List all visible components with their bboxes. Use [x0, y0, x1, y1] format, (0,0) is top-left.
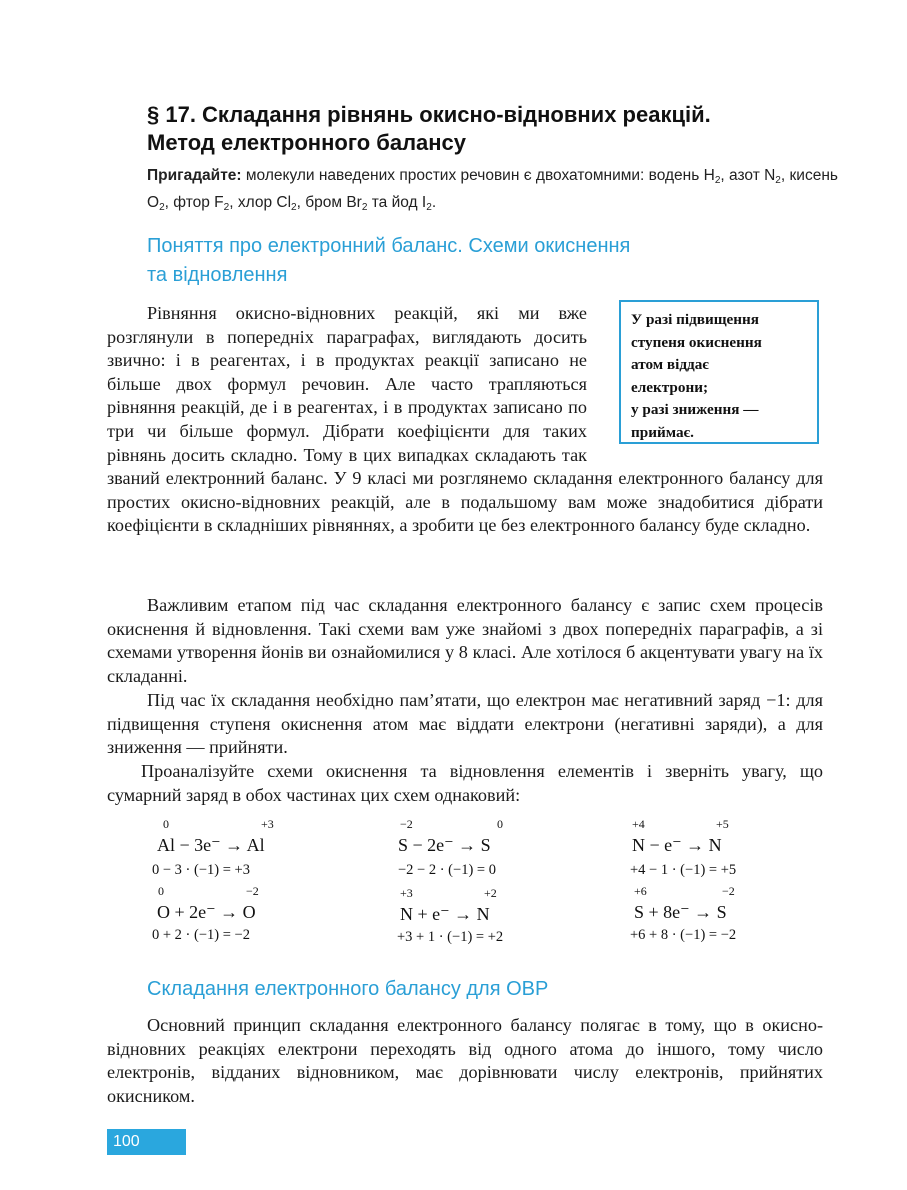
oxidation-state-right: +2 [484, 886, 497, 900]
scheme-calc: +6 + 8 · (−1) = −2 [630, 927, 737, 943]
scheme-calc: +3 + 1 · (−1) = +2 [397, 929, 504, 945]
page-title [147, 101, 847, 157]
section-heading-balance [147, 232, 787, 290]
scheme-o-red [157, 884, 259, 923]
scheme-equation: N + e⁻ → N [400, 904, 490, 924]
recall-text: молекули наведених простих речовин є двохатомними: водень H [241, 167, 715, 184]
section-heading-ovr: Складання електронного балансу для ОВР [147, 978, 549, 1000]
oxidation-state-left: +4 [632, 817, 645, 831]
paragraph-principle [107, 1014, 823, 1108]
recall-sub: 2 [223, 202, 230, 213]
paragraph-text: Важливим етапом під час складання електронного балансу є запис схем процесів окиснення й відновлення. Такі схеми вам уже знайомі з двох попередніх параграфів, а зі схемами утворення йонів ви ознайомилися у 8 класі. Але хотілося б акцентувати увагу на їх складанні. [107, 595, 823, 686]
info-box-line: приймає. [631, 423, 694, 441]
recall-label: Пригадайте: [147, 167, 242, 184]
recall-sub: 2 [775, 175, 781, 186]
paragraph-text: Основний принцип складання електронного балансу полягає в тому, що в окисно-відновних реакціях електрони переходять від одного атома до іншого, тому число електронів, відданих відновником, має дорівнювати числу електронів, прийнятих окисником. [107, 1015, 823, 1106]
scheme-n-red [400, 886, 497, 925]
scheme-calc: +4 − 1 · (−1) = +5 [630, 862, 737, 878]
recall-text: , хлор Cl [229, 194, 292, 211]
info-box-line: У разі підвищення [631, 311, 759, 328]
info-box-line: ступеня окиснення [631, 333, 762, 351]
recall-sub: 2 [361, 202, 368, 213]
oxidation-state-left: +3 [400, 886, 413, 900]
oxidation-state-left: −2 [400, 817, 413, 831]
oxidation-state-right: 0 [497, 817, 503, 831]
oxidation-state-left: 0 [158, 884, 164, 898]
section-heading-line: Поняття про електронний баланс. Схеми окиснення [147, 235, 631, 257]
page-number: 100 [107, 1129, 186, 1155]
scheme-calc: −2 − 2 · (−1) = 0 [398, 862, 496, 878]
oxidation-state-right: −2 [722, 884, 735, 898]
recall-sub: 2 [714, 175, 721, 186]
section-heading-line: та відновлення [147, 264, 288, 286]
oxidation-state-left: 0 [163, 817, 169, 831]
info-box-line: атом віддає [631, 356, 709, 373]
recall-text: . [431, 194, 437, 211]
title-line-1: § 17. Складання рівнянь окисно-відновних реакцій. [147, 102, 711, 127]
oxidation-state-right: +5 [716, 817, 729, 831]
oxidation-state-left: +6 [634, 884, 647, 898]
scheme-equation: N − e⁻ → N [632, 835, 722, 855]
scheme-calc: 0 − 3 · (−1) = +3 [152, 862, 250, 878]
recall-sub: 2 [291, 202, 297, 213]
paragraph-analyze [107, 760, 823, 807]
recall-sub: 2 [159, 202, 165, 213]
scheme-calc: 0 + 2 · (−1) = −2 [152, 927, 250, 943]
recall-text: , кисень O [147, 167, 838, 211]
recall-sub: 2 [426, 202, 432, 213]
recall-text: та йод I [367, 194, 427, 211]
paragraph-charge [107, 689, 823, 760]
scheme-al [157, 817, 274, 856]
recall-text: , бром Br [296, 194, 362, 211]
scheme-equation: S − 2e⁻ → S [398, 835, 491, 855]
scheme-s-red [634, 884, 735, 923]
paragraph-schemes [107, 594, 823, 688]
info-box-line: у разі зниження — [631, 401, 759, 418]
scheme-s-ox [398, 817, 503, 856]
paragraph-text: Під час їх складання необхідно пам’ятати, що електрон має негативний заряд −1: для підвищення ступеня окиснення атом має віддати електрони (негативні заряди), а для зниження — прийняти. [107, 690, 823, 758]
paragraph-text: Рівняння окисно-відновних реакцій, які ми вже розглянули в попередніх параграфах, виглядають досить звично: і в реагентах, і в продуктах реакції записано не більше двох формул речовин. Але часто трапляються рівняння реакцій, де і в реагентах, і в продуктах записано по три чи більше формул. Дібрати коефіцієнти для таких рівнянь досить складно. Тому в цих випадках складають так званий електронний баланс. У 9 класі ми розглянемо складання електронного балансу для простих окисно-відновних реакцій, але в подальшому вам може знадобитися дібрати коефіцієнти в складніших рівняннях, а зробити це без електронного балансу буде складно. [107, 303, 823, 536]
info-box-line: електрони; [631, 378, 708, 396]
scheme-equation: O + 2e⁻ → O [157, 902, 256, 922]
recall-note [147, 162, 847, 216]
scheme-equation: S + 8e⁻ → S [634, 902, 727, 922]
recall-text: , фтор F [164, 194, 224, 211]
scheme-equation: Al − 3e⁻ → Al [157, 835, 265, 855]
recall-text: , азот N [720, 167, 776, 184]
scheme-n-ox [632, 817, 729, 856]
oxidation-state-right: −2 [246, 884, 259, 898]
oxidation-state-right: +3 [261, 817, 274, 831]
title-line-2: Метод електронного балансу [147, 130, 467, 155]
paragraph-text: Проаналізуйте схеми окиснення та відновлення елементів і зверніть увагу, що сумарний заряд в обох частинах цих схем однаковий: [107, 761, 823, 805]
info-box [619, 300, 819, 444]
